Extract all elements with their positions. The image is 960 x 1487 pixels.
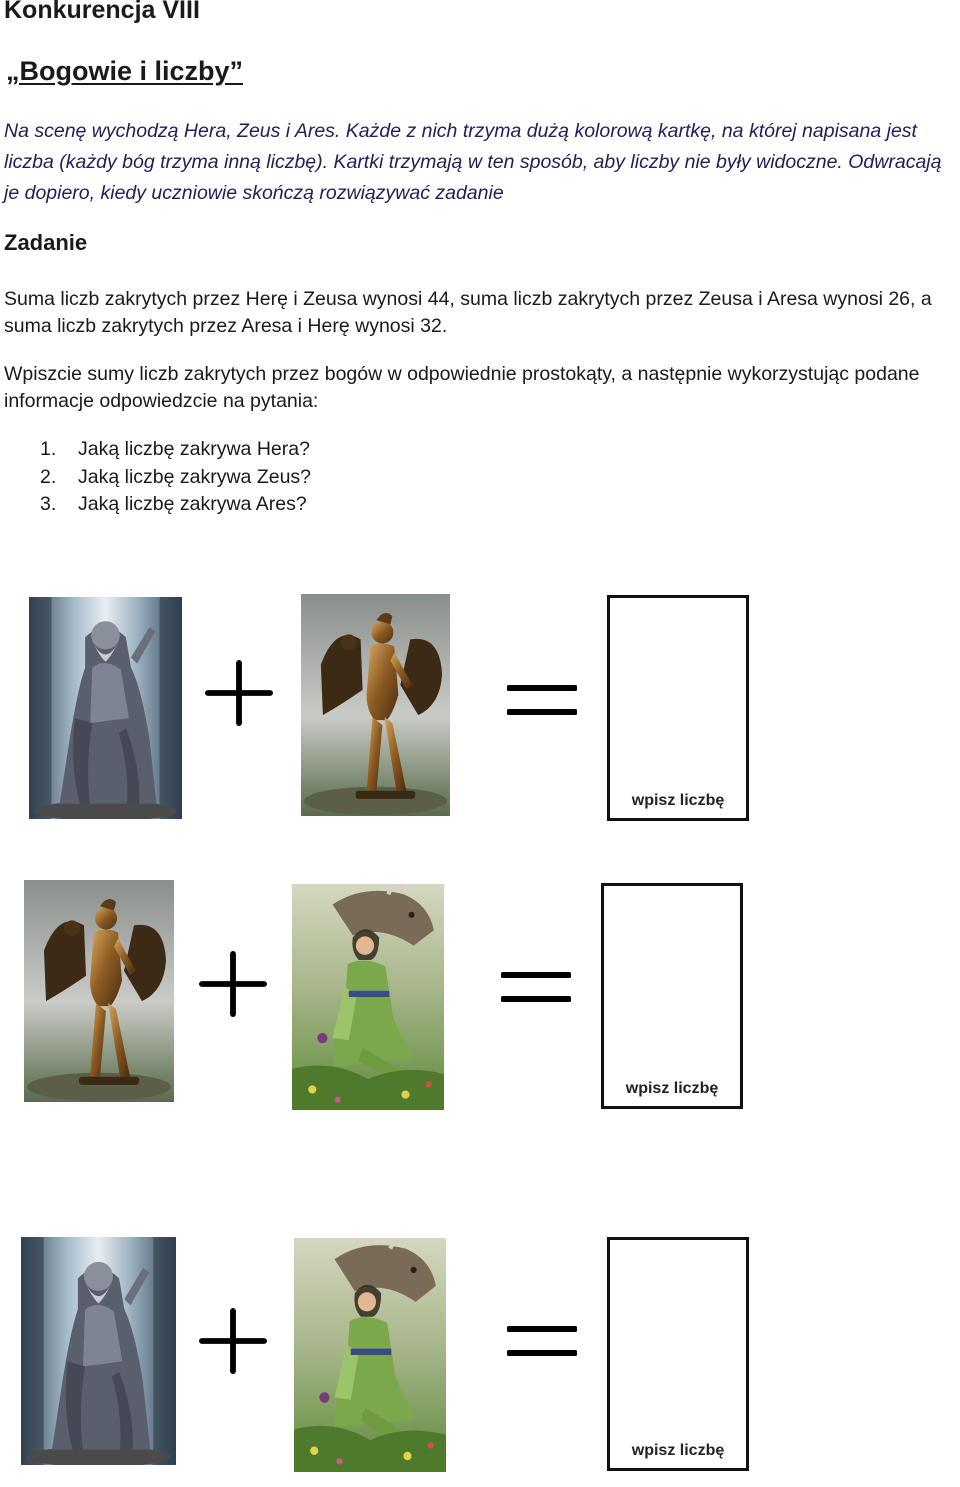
questions-list xyxy=(40,436,311,519)
answer-box-label: wpisz liczbę xyxy=(631,1442,725,1459)
equation-row xyxy=(0,880,960,1112)
ares-image xyxy=(24,880,174,1102)
intro-paragraph: Na scenę wychodzą Hera, Zeus i Ares. Każde z nich trzyma dużą kolorową kartkę, na której napisana jest liczba (każdy bóg trzyma inną liczbę). Kartki trzymają w ten sposób, aby liczby nie były widoczne. Odwracają je dopiero, kiedy uczniowie skończą rozwiązywać zadanie xyxy=(4,120,942,204)
task-paragraph: Suma liczb zakrytych przez Herę i Zeusa wynosi 44, suma liczb zakrytych przez Zeusa i Aresa wynosi 26, a suma liczb zakrytych przez Aresa i Herę wynosi 32. xyxy=(4,288,932,337)
page-subtitle: „Bogowie i liczby” xyxy=(6,56,244,86)
hera-image xyxy=(294,1238,446,1472)
plus-sign xyxy=(205,659,273,727)
instructions-paragraph: Wpiszcie sumy liczb zakrytych przez bogów w odpowiednie prostokąty, a następnie wykorzystując podane informacje odpowiedzcie na pytania: xyxy=(4,363,920,412)
answer-box-label: wpisz liczbę xyxy=(631,792,725,809)
equals-sign xyxy=(507,1321,577,1361)
equation-row xyxy=(0,594,960,822)
plus-sign xyxy=(199,1307,267,1375)
zeus-image xyxy=(21,1237,176,1465)
page-title: Konkurencja VIII xyxy=(4,0,200,24)
zeus-image xyxy=(29,597,182,819)
answer-box-label: wpisz liczbę xyxy=(625,1080,719,1097)
equals-sign xyxy=(507,680,577,720)
hera-image xyxy=(292,884,444,1110)
question-item: 2. Jaką liczbę zakrywa Zeus? xyxy=(40,465,312,488)
answer-box[interactable] xyxy=(607,595,749,821)
equation-row xyxy=(0,1234,960,1474)
plus-sign xyxy=(199,950,267,1018)
equals-sign xyxy=(501,967,571,1007)
answer-box[interactable] xyxy=(601,883,743,1109)
task-heading: Zadanie xyxy=(4,230,88,255)
question-item: 1. Jaką liczbę zakrywa Hera? xyxy=(40,438,310,460)
answer-box[interactable] xyxy=(607,1237,749,1471)
question-item: 3. Jaką liczbę zakrywa Ares? xyxy=(40,493,307,515)
ares-image xyxy=(301,594,450,816)
